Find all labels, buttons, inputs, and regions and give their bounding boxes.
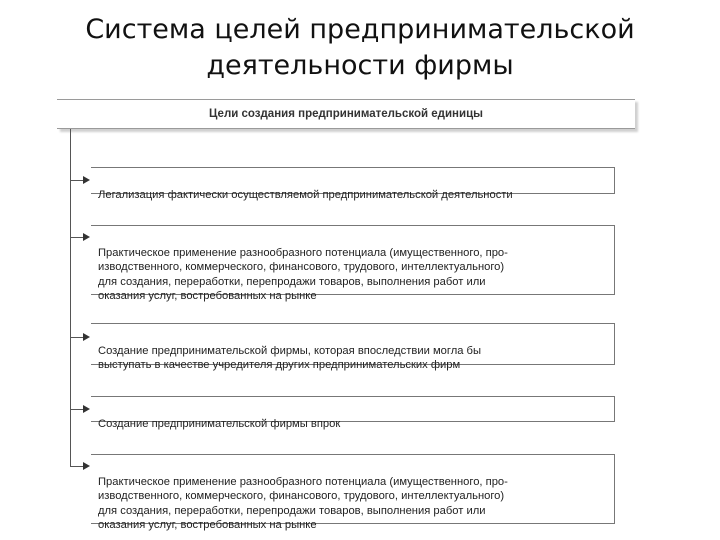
arrow-right-icon (83, 405, 90, 413)
arrow-right-icon (83, 233, 90, 241)
goal-box-5 (91, 454, 615, 531)
goal-text-3: Создание предпринимательской фирмы, которая впоследствии могла бы выступать в качестве учредителя других предпринимательских фирм (98, 344, 481, 371)
goal-text-1: Легализация фактически осуществляемой предпринимательской деятельности (98, 188, 513, 201)
arrow-right-icon (83, 462, 90, 470)
goal-box-1 (91, 167, 615, 201)
goal-text-2: Практическое применение разнообразного потенциала (имущественного, про- изводственного, коммерческого, финансового, трудового, интеллектуального) для создания, переработки, перепродажи товаров, выполнения работ или оказания услуг, востребованных на рынке (98, 246, 508, 302)
slide-title-line-2: деятельности фирмы (206, 50, 514, 81)
slide-title (0, 12, 720, 84)
goal-text-4: Создание предпринимательской фирмы впрок (98, 417, 341, 430)
goal-text-5: Практическое применение разнообразного потенциала (имущественного, про- изводственного, коммерческого, финансового, трудового, интеллектуального) для создания, переработки, перепродажи товаров, выполнения работ или оказания услуг, востребованных на рынке (98, 475, 508, 531)
diagram-header-box (57, 99, 635, 129)
arrow-right-icon (83, 176, 90, 184)
goal-box-2 (91, 225, 615, 302)
connector-branch-3 (70, 337, 84, 338)
connector-branch-1 (70, 180, 84, 181)
connector-branch-5 (70, 466, 84, 467)
diagram-header-text: Цели создания предпринимательской единицы (209, 108, 483, 120)
arrow-right-icon (83, 333, 90, 341)
connector-branch-4 (70, 409, 84, 410)
slide-title-line-1: Система целей предпринимательской (85, 14, 635, 45)
goal-box-4 (91, 396, 615, 430)
goal-box-3 (91, 323, 615, 371)
connector-branch-2 (70, 237, 84, 238)
